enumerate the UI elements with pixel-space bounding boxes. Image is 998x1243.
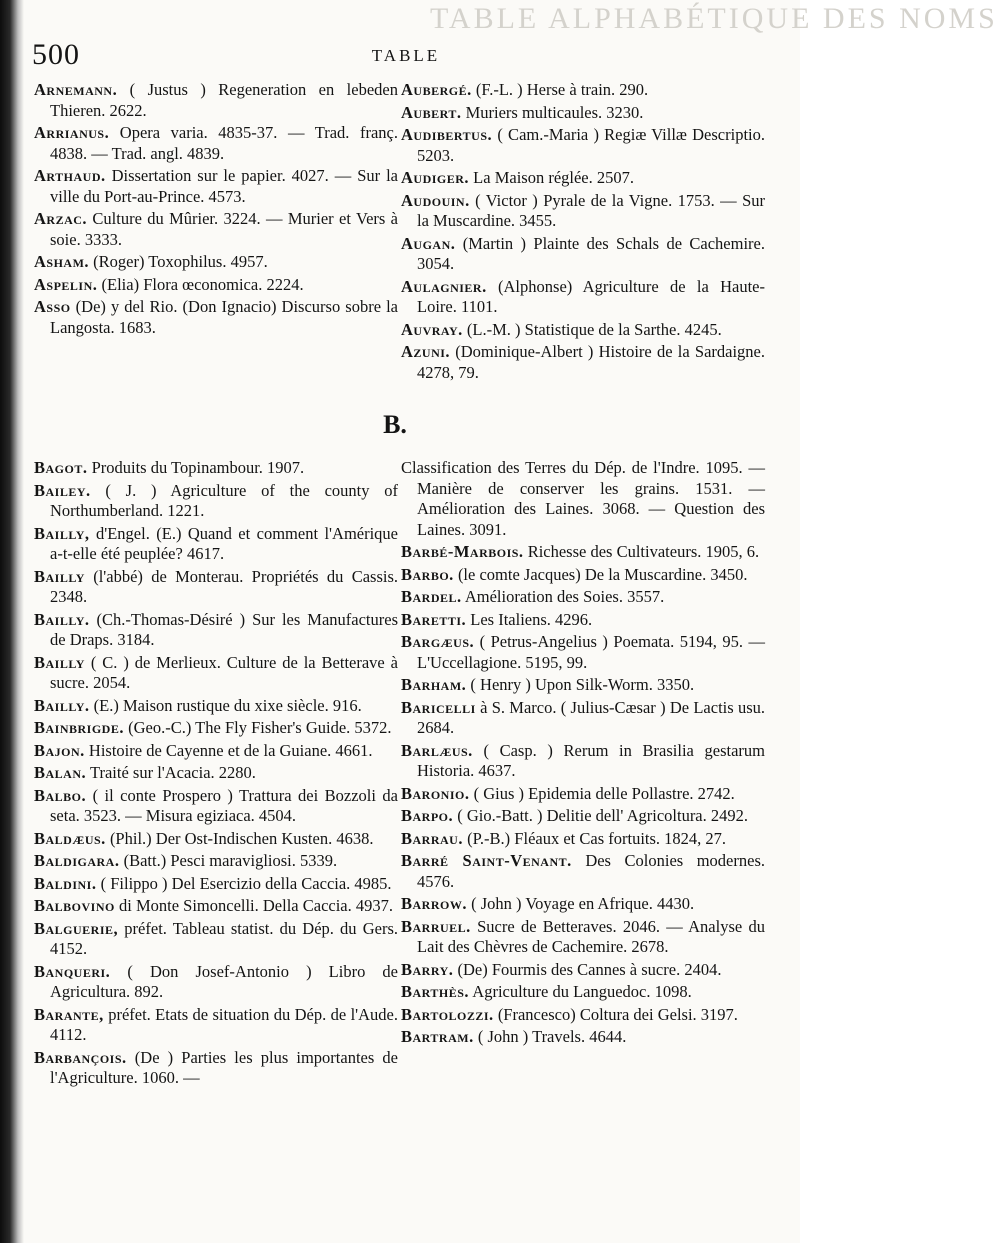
entry-name: Baldæus. (34, 828, 106, 848)
entry-name: Barrau. (401, 828, 463, 848)
entry-text: préfet. Tableau statist. du Dép. du Gers. 4152. (50, 918, 398, 958)
entry-name: Bailly. (34, 695, 90, 715)
entry-text: Sucre de Betteraves. 2046. — Analyse du Lait des Chèvres de Cachemire. 2678. (417, 916, 765, 956)
entry-name: Audibertus. (401, 125, 493, 144)
index-entry (401, 982, 765, 1003)
entry-name: Baldigara. (34, 851, 120, 870)
entry-name: Arnemann. (34, 80, 118, 99)
entry-name: Barante, (34, 1004, 104, 1024)
entry-name: Bartram. (401, 1027, 474, 1046)
index-entry (34, 481, 398, 522)
index-entry (34, 718, 398, 739)
entry-name: Arzac. (34, 209, 88, 228)
entry-text: Histoire de Cayenne et de la Guiane. 4661. (84, 740, 373, 760)
entry-text: ( il conte Prospero ) Trattura dei Bozzoli da seta. 3523. — Misura egiziaca. 4504. (50, 785, 398, 825)
index-entry (34, 209, 398, 250)
entry-name: Auvray. (401, 319, 463, 339)
entry-text: Produits du Topinambour. 1907. (87, 458, 305, 477)
index-entry (401, 698, 765, 739)
entry-name: Bajon. (34, 740, 85, 760)
page-gutter-shadow (0, 0, 24, 1243)
entry-name: Balbo. (34, 785, 87, 805)
entry-name: Barham. (401, 675, 467, 694)
entry-text: Muriers multicaules. 3230. (461, 102, 644, 122)
entry-text: ( Cam.-Maria ) Regiæ Villæ Descriptio. 5203. (417, 125, 765, 165)
entry-text: (L.-M. ) Statistique de la Sarthe. 4245. (462, 319, 722, 339)
entry-text: (l'abbé) de Monterau. Propriétés du Cassis. 2348. (50, 566, 398, 606)
page-header (32, 34, 780, 74)
index-entry (34, 896, 398, 917)
index-entry (34, 297, 398, 338)
index-entry (401, 894, 765, 915)
index-entry (401, 277, 765, 318)
index-entry (34, 1048, 398, 1089)
index-entry (401, 784, 765, 805)
entry-name: Barrow. (401, 894, 467, 913)
index-entry (34, 653, 398, 694)
index-entry (401, 675, 765, 696)
index-entry (401, 565, 765, 586)
entry-text: ( C. ) de Merlieux. Culture de la Betterave à sucre. 2054. (50, 652, 398, 692)
index-entry (34, 524, 398, 565)
entry-text: La Maison réglée. 2507. (469, 168, 634, 187)
entry-name: Bartolozzi. (401, 1004, 494, 1024)
entry-text: ( John ) Travels. 4644. (473, 1027, 627, 1046)
entry-text: Classification des Terres du Dép. de l'Indre. 1095. — Manière de conserver les grains. 1531. — Amélioration des Laines. 3068. — Question des Laines. 3091. (401, 458, 765, 539)
entry-text: Opera varia. 4835-37. — Trad. franç. 4838. — Trad. angl. 4839. (50, 123, 398, 163)
entry-name: Bargæus. (401, 632, 475, 651)
entry-text: di Monte Simoncelli. Della Caccia. 4937. (114, 896, 394, 915)
entry-name: Audiger. (401, 168, 470, 187)
entry-name: Barré Saint-Venant. (401, 851, 572, 870)
index-entry (34, 829, 398, 850)
entry-text: Dissertation sur le papier. 4027. — Sur la ville du Port-au-Prince. 4573. (50, 166, 398, 206)
index-entry (401, 1027, 765, 1048)
index-entry (401, 960, 765, 981)
entry-name: Barpo. (401, 806, 454, 825)
entry-name: Bailly. (34, 609, 90, 629)
entry-text: Richesse des Cultivateurs. 1905, 6. (523, 542, 760, 561)
entry-text: Amélioration des Soies. 3557. (461, 587, 665, 606)
entry-name: Bardel. (401, 587, 462, 606)
index-entry (34, 252, 398, 273)
entry-name: Baricelli (401, 697, 476, 717)
entry-text: (De) Fourmis des Cannes à sucre. 2404. (453, 959, 722, 979)
index-entry (401, 168, 765, 189)
index-entry (34, 166, 398, 207)
entry-name: Asso (34, 297, 71, 316)
entry-name: Arrianus. (34, 123, 110, 142)
index-entry (401, 632, 765, 673)
entry-name: Azuni. (401, 342, 451, 361)
index-entry (34, 962, 398, 1003)
bleed-through-text: TABLE ALPHABÉTIQUE DES NOMS (430, 2, 998, 35)
entry-text: ( Petrus-Angelius ) Poemata. 5194, 95. — L'Uccellagione. 5195, 99. (417, 632, 765, 672)
entry-text: (F.-L. ) Herse à train. 290. (471, 80, 649, 99)
entry-name: Baretti. (401, 609, 467, 629)
entry-text: (De) y del Rio. (Don Ignacio) Discurso sobre la Langosta. 1683. (50, 297, 398, 337)
entry-name: Baldini. (34, 873, 97, 893)
entry-name: Bainbrigde. (34, 718, 124, 737)
index-entry (401, 458, 765, 540)
entry-text: ( Gio.-Batt. ) Delitie dell' Agricoltura. 2492. (453, 806, 749, 825)
index-entry (34, 610, 398, 651)
entry-name: Bailly, (34, 523, 90, 543)
entry-name: Aspelin. (34, 274, 98, 294)
entry-text: ( Filippo ) Del Esercizio della Caccia. 4985. (96, 873, 392, 893)
column-top-left (34, 80, 398, 340)
index-entry (401, 342, 765, 383)
column-bottom-left (34, 458, 398, 1091)
entry-name: Bagot. (34, 458, 88, 477)
index-entry (34, 874, 398, 895)
index-entry (401, 806, 765, 827)
index-entry (34, 567, 398, 608)
entry-text: ( Justus ) Regeneration en lebeden Thieren. 2622. (50, 80, 398, 120)
entry-name: Bailly (34, 652, 85, 672)
entry-name: Barlæus. (401, 740, 473, 760)
index-entry (34, 851, 398, 872)
index-entry (401, 125, 765, 166)
entry-text: ( Gius ) Epidemia delle Pollastre. 2742. (469, 783, 735, 803)
entry-text: (De ) Parties les plus importantes de l'Agriculture. 1060. — (50, 1047, 398, 1087)
entry-name: Aubert. (401, 102, 462, 122)
index-entry (401, 829, 765, 850)
index-entry (401, 542, 765, 563)
entry-text: (Ch.-Thomas-Désiré ) Sur les Manufactures de Draps. 3184. (50, 609, 398, 649)
entry-name: Asham. (34, 252, 90, 271)
entry-name: Banqueri. (34, 961, 111, 981)
entry-text: ( Casp. ) Rerum in Brasilia gestarum Historia. 4637. (417, 740, 765, 780)
entry-text: (Alphonse) Agriculture de la Haute-Loire. 1101. (417, 276, 765, 316)
entry-text: Traité sur l'Acacia. 2280. (86, 763, 256, 782)
entry-text: (P.-B.) Fléaux et Cas fortuits. 1824, 27. (462, 828, 727, 848)
entry-name: Bailey. (34, 480, 91, 500)
entry-text: à S. Marco. ( Julius-Cæsar ) De Lactis usu. 2684. (417, 697, 765, 737)
entry-name: Balan. (34, 763, 87, 782)
page-number: 500 (32, 38, 80, 71)
entry-text: préfet. Etats de situation du Dép. de l'Aude. 4112. (50, 1004, 398, 1044)
entry-text: (Martin ) Plainte des Schals de Cachemire. 3054. (417, 233, 765, 273)
index-entry (34, 696, 398, 717)
entry-text: (le comte Jacques) De la Muscardine. 3450. (453, 564, 748, 584)
entry-text: Les Italiens. 4296. (466, 609, 593, 629)
index-entry (401, 610, 765, 631)
index-entry (401, 80, 765, 101)
entry-text: Des Colonies modernes. 4576. (417, 851, 765, 891)
entry-name: Augan. (401, 233, 456, 253)
entry-text: Culture du Mûrier. 3224. — Murier et Vers à soie. 3333. (50, 209, 398, 249)
section-letter: B. (383, 410, 407, 439)
index-entry (34, 275, 398, 296)
entry-text: ( Victor ) Pyrale de la Vigne. 1753. — Sur la Muscardine. 3455. (417, 190, 765, 230)
entry-name: Bailly (34, 566, 85, 586)
index-entry (401, 741, 765, 782)
column-bottom-right (401, 458, 765, 1050)
index-entry (401, 191, 765, 232)
entry-text: ( Don Josef-Antonio ) Libro de Agricultura. 892. (50, 961, 398, 1001)
entry-text: (Elia) Flora œconomica. 2224. (97, 274, 304, 294)
entry-name: Balbovino (34, 896, 115, 915)
entry-name: Barruel. (401, 916, 471, 936)
entry-name: Arthaud. (34, 166, 106, 185)
index-entry (34, 1005, 398, 1046)
index-entry (401, 1005, 765, 1026)
index-entry (401, 851, 765, 892)
index-entry (401, 103, 765, 124)
entry-name: Barbançois. (34, 1047, 127, 1067)
entry-text: (Francesco) Coltura dei Gelsi. 3197. (493, 1004, 738, 1024)
entry-name: Barry. (401, 959, 454, 979)
index-entry (34, 80, 398, 121)
entry-name: Balguerie, (34, 918, 119, 938)
index-entry (34, 741, 398, 762)
column-top-right (401, 80, 765, 385)
entry-name: Audouin. (401, 190, 470, 210)
entry-text: Agriculture du Languedoc. 1098. (469, 982, 692, 1001)
index-entry (401, 320, 765, 341)
entry-text: d'Engel. (E.) Quand et comment l'Amérique a-t-elle été peuplée? 4617. (50, 523, 398, 563)
entry-text: (Dominique-Albert ) Histoire de la Sardaigne. 4278, 79. (417, 342, 765, 382)
index-entry (401, 917, 765, 958)
entry-name: Baronio. (401, 783, 470, 803)
entry-text: ( John ) Voyage en Afrique. 4430. (466, 894, 695, 913)
index-entry (401, 587, 765, 608)
running-title: TABLE (371, 46, 441, 65)
entry-name: Aulagnier. (401, 276, 487, 296)
entry-name: Barbo. (401, 564, 454, 584)
entry-text: (Phil.) Der Ost-Indischen Kusten. 4638. (105, 828, 374, 848)
index-entry (34, 786, 398, 827)
index-entry (34, 458, 398, 479)
entry-text: (Batt.) Pesci maravigliosi. 5339. (119, 851, 338, 870)
entry-text: (Geo.-C.) The Fly Fisher's Guide. 5372. (123, 718, 392, 737)
index-entry (34, 763, 398, 784)
entry-name: Aubergé. (401, 80, 472, 99)
entry-text: (Roger) Toxophilus. 4957. (89, 252, 268, 271)
entry-text: ( J. ) Agriculture of the county of Northumberland. 1221. (50, 480, 398, 520)
entry-text: ( Henry ) Upon Silk-Worm. 3350. (466, 675, 695, 694)
index-entry (34, 123, 398, 164)
entry-text: (E.) Maison rustique du xixe siècle. 916. (89, 695, 362, 715)
entry-name: Barbé-Marbois. (401, 542, 524, 561)
index-entry (34, 919, 398, 960)
entry-name: Barthès. (401, 982, 470, 1001)
index-entry (401, 234, 765, 275)
